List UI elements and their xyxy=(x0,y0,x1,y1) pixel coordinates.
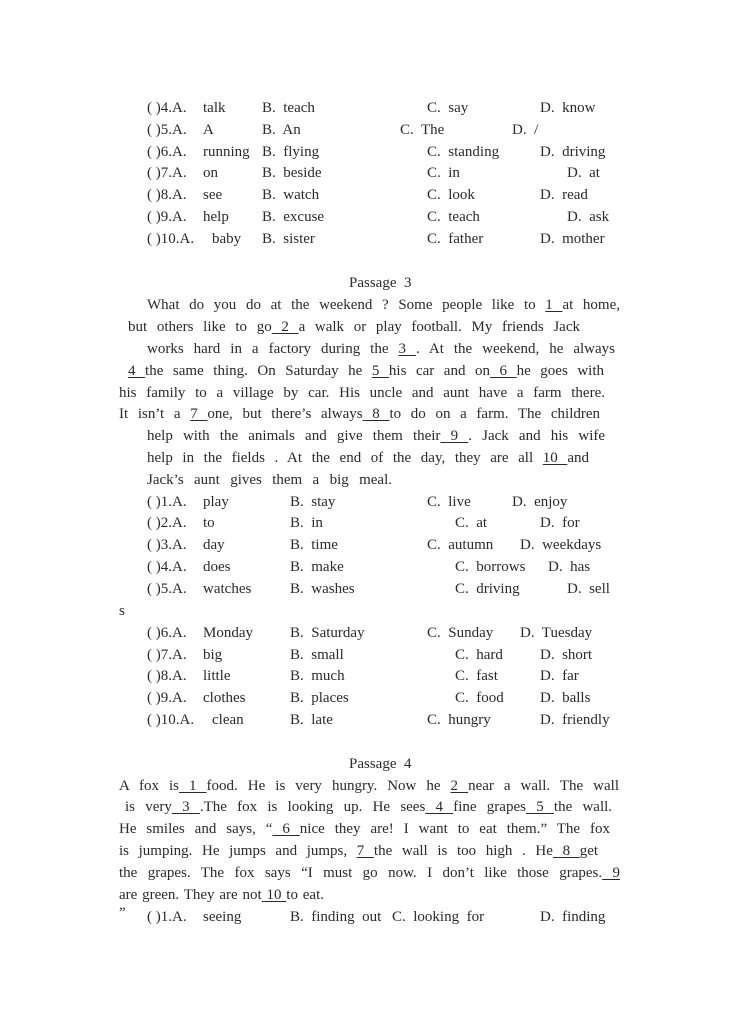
option-c: C. standing xyxy=(427,144,500,160)
option-c: C. borrows xyxy=(455,559,526,575)
option-d: D. driving xyxy=(540,144,606,160)
option-b: B. make xyxy=(290,559,344,575)
text-segment: help in the fields . At the end of the day, they are all xyxy=(147,450,543,466)
passage3-title: Passage 3 xyxy=(349,275,412,291)
text-segment: but others like to go xyxy=(128,319,272,335)
blank-number[interactable]: 4 xyxy=(128,363,146,379)
text-segment: is very xyxy=(125,799,172,815)
blank-number[interactable]: 1 xyxy=(545,297,563,313)
text-segment: nice they are! I want to eat them.” The fox xyxy=(299,821,610,837)
question-number[interactable]: ( )5.A. xyxy=(147,122,187,138)
option-a: play xyxy=(203,494,229,510)
option-c: C. live xyxy=(427,494,471,510)
question-number[interactable]: ( )8.A. xyxy=(147,668,187,684)
option-a: help xyxy=(203,209,229,225)
option-a: big xyxy=(203,647,223,663)
question-number[interactable]: ( )6.A. xyxy=(147,625,187,641)
blank-number[interactable]: 1 xyxy=(179,778,207,794)
text-segment: get xyxy=(579,843,599,859)
text-segment: food. He is very hungry. Now he xyxy=(206,778,451,794)
passage-line xyxy=(119,842,598,860)
text-segment: his family to a village by car. His uncle and aunt have a farm there. xyxy=(119,385,605,401)
blank-number[interactable]: 5 xyxy=(525,799,554,815)
text-segment: .The fox is looking up. He sees xyxy=(199,799,426,815)
passage-line xyxy=(119,405,600,423)
question-number[interactable]: ( )5.A. xyxy=(147,581,187,597)
option-d: D. has xyxy=(548,559,591,575)
text-segment: he goes with xyxy=(516,363,605,379)
text-segment: works hard in a factory during the xyxy=(147,341,399,357)
text-segment: to do on a farm. The children xyxy=(389,406,601,422)
text-segment: is jumping. He jumps and jumps, xyxy=(119,843,357,859)
question-number[interactable]: ( )9.A. xyxy=(147,209,187,225)
text-segment: Jack’s aunt gives them a big meal. xyxy=(147,472,392,488)
option-d: D. / xyxy=(512,122,539,138)
option-c: C. look xyxy=(427,187,475,203)
question-number[interactable]: ( )4.A. xyxy=(147,100,187,116)
passage-line xyxy=(147,296,620,314)
option-d: D. sell xyxy=(567,581,610,597)
option-c: C. say xyxy=(427,100,469,116)
text-segment: a walk or play football. My friends Jack xyxy=(298,319,580,335)
text-segment: the wall is too high . He xyxy=(373,843,553,859)
option-d: D. know xyxy=(540,100,596,116)
blank-number[interactable]: 5 xyxy=(371,363,389,379)
option-d: D. mother xyxy=(540,231,605,247)
option-d: D. enjoy xyxy=(512,494,568,510)
option-c: C. in xyxy=(427,165,460,181)
option-d: D. Tuesday xyxy=(520,625,593,641)
option-c: C. The xyxy=(400,122,445,138)
option-a: on xyxy=(203,165,218,181)
passage-line xyxy=(128,362,604,380)
question-number[interactable]: ( )10.A. xyxy=(147,712,195,728)
text-segment: He smiles and says, “ xyxy=(119,821,273,837)
question-number[interactable]: ( )4.A. xyxy=(147,559,187,575)
blank-number[interactable]: 2 xyxy=(271,319,299,335)
blank-number[interactable]: 6 xyxy=(490,363,517,379)
option-c: C. at xyxy=(455,515,488,531)
text-segment: . Jack and his wife xyxy=(468,428,606,444)
text-segment: at home, xyxy=(562,297,620,313)
option-a: seeing xyxy=(203,909,242,925)
question-number[interactable]: ( )9.A. xyxy=(147,690,187,706)
text-segment: the same thing. On Saturday he xyxy=(145,363,372,379)
blank-number[interactable]: 3 xyxy=(171,799,200,815)
option-c: C. father xyxy=(427,231,484,247)
option-c: C. fast xyxy=(455,668,498,684)
passage-line xyxy=(119,864,620,882)
option-b: B. An xyxy=(262,122,301,138)
option-c: C. Sunday xyxy=(427,625,494,641)
option-d: D. balls xyxy=(540,690,591,706)
option-c: C. driving xyxy=(455,581,520,597)
blank-number[interactable]: 10 xyxy=(261,887,287,903)
question-number[interactable]: ( )6.A. xyxy=(147,144,187,160)
text-segment: . At the weekend, he always xyxy=(415,341,615,357)
blank-number[interactable]: 6 xyxy=(272,821,300,837)
question-number[interactable]: ( )1.A. xyxy=(147,494,187,510)
option-a: does xyxy=(203,559,231,575)
option-c: C. food xyxy=(455,690,504,706)
question-number[interactable]: ( )7.A. xyxy=(147,647,187,663)
option-a: clothes xyxy=(203,690,246,706)
text-segment: the wall. xyxy=(553,799,613,815)
text-segment: one, but there’s always xyxy=(207,406,363,422)
option-a: little xyxy=(203,668,231,684)
option-a: to xyxy=(203,515,215,531)
option-b: B. stay xyxy=(290,494,336,510)
passage-line xyxy=(147,340,615,358)
blank-number[interactable]: 9 xyxy=(440,428,469,444)
text-segment: A fox is xyxy=(119,778,180,794)
option-c: C. hard xyxy=(455,647,503,663)
option-c: C. looking for xyxy=(392,909,485,925)
option-d: D. ask xyxy=(567,209,610,225)
option-d: D. far xyxy=(540,668,579,684)
blank-number[interactable]: 3 xyxy=(398,341,416,357)
passage-line xyxy=(147,471,392,489)
option-b: B. much xyxy=(290,668,345,684)
option-b: B. time xyxy=(290,537,338,553)
blank-number[interactable]: 4 xyxy=(425,799,454,815)
text-segment: help with the animals and give them their xyxy=(147,428,441,444)
text-segment: It isn’t a xyxy=(119,406,191,422)
blank-number[interactable]: 7 xyxy=(356,843,374,859)
option-c: C. teach xyxy=(427,209,480,225)
passage-line xyxy=(147,427,605,445)
text-segment: are green. They are not xyxy=(119,887,262,903)
text-segment: What do you do at the weekend ? Some people like to xyxy=(147,297,546,313)
option-d: D. short xyxy=(540,647,593,663)
option-b: B. teach xyxy=(262,100,315,116)
passage-line xyxy=(147,449,589,467)
text-segment: and xyxy=(567,450,589,466)
question-number[interactable]: ( )2.A. xyxy=(147,515,187,531)
question-number[interactable]: ( )10.A. xyxy=(147,231,195,247)
passage-line xyxy=(119,777,619,795)
option-d: D. friendly xyxy=(540,712,610,728)
option-b: B. flying xyxy=(262,144,320,160)
option-d: D. at xyxy=(567,165,600,181)
option-a: baby xyxy=(212,231,242,247)
text-segment: his car and on xyxy=(388,363,491,379)
blank-number[interactable]: 2 xyxy=(450,778,469,794)
option-b: B. beside xyxy=(262,165,322,181)
option-b: B. places xyxy=(290,690,349,706)
blank-number[interactable]: 8 xyxy=(362,406,390,422)
option-a: running xyxy=(203,144,250,160)
option-b: B. small xyxy=(290,647,344,663)
option-c: C. autumn xyxy=(427,537,494,553)
passage-line xyxy=(119,820,610,838)
option-a: talk xyxy=(203,100,226,116)
option-b: B. washes xyxy=(290,581,355,597)
blank-number[interactable]: 8 xyxy=(552,843,580,859)
option-b: B. finding out xyxy=(290,909,382,925)
option-b: B. in xyxy=(290,515,323,531)
text-segment: fine grapes xyxy=(453,799,526,815)
passage-line xyxy=(128,318,580,336)
option-a: watches xyxy=(203,581,252,597)
option-a: A xyxy=(203,122,214,138)
option-b: B. sister xyxy=(262,231,315,247)
blank-number[interactable]: 9 xyxy=(602,865,621,881)
option-b: B. excuse xyxy=(262,209,325,225)
question-number[interactable]: ( )7.A. xyxy=(147,165,187,181)
text-segment: to eat. ” xyxy=(119,887,324,921)
option-d: D. for xyxy=(540,515,580,531)
blank-number[interactable]: 10 xyxy=(542,450,568,466)
option-c: C. hungry xyxy=(427,712,491,728)
option-a: Monday xyxy=(203,625,253,641)
blank-number[interactable]: 7 xyxy=(190,406,208,422)
text-segment: near a wall. The wall xyxy=(468,778,619,794)
passage-line xyxy=(125,798,612,816)
option-b: B. late xyxy=(290,712,333,728)
option-a: day xyxy=(203,537,225,553)
option-d: D. read xyxy=(540,187,588,203)
question-number[interactable]: ( )1.A. xyxy=(147,909,187,925)
question-number[interactable]: ( )3.A. xyxy=(147,537,187,553)
option-d: D. finding xyxy=(540,909,606,925)
question-number[interactable]: ( )8.A. xyxy=(147,187,187,203)
option-b: B. Saturday xyxy=(290,625,365,641)
option-d: D. weekdays xyxy=(520,537,602,553)
text-segment: the grapes. The fox says “I must go now. I don’t like those grapes. xyxy=(119,865,603,881)
passage4-title: Passage 4 xyxy=(349,756,412,772)
option-a: see xyxy=(203,187,223,203)
option-a: clean xyxy=(212,712,244,728)
passage-line xyxy=(119,384,605,402)
option-b: B. watch xyxy=(262,187,320,203)
option-wrap: s xyxy=(119,603,125,619)
